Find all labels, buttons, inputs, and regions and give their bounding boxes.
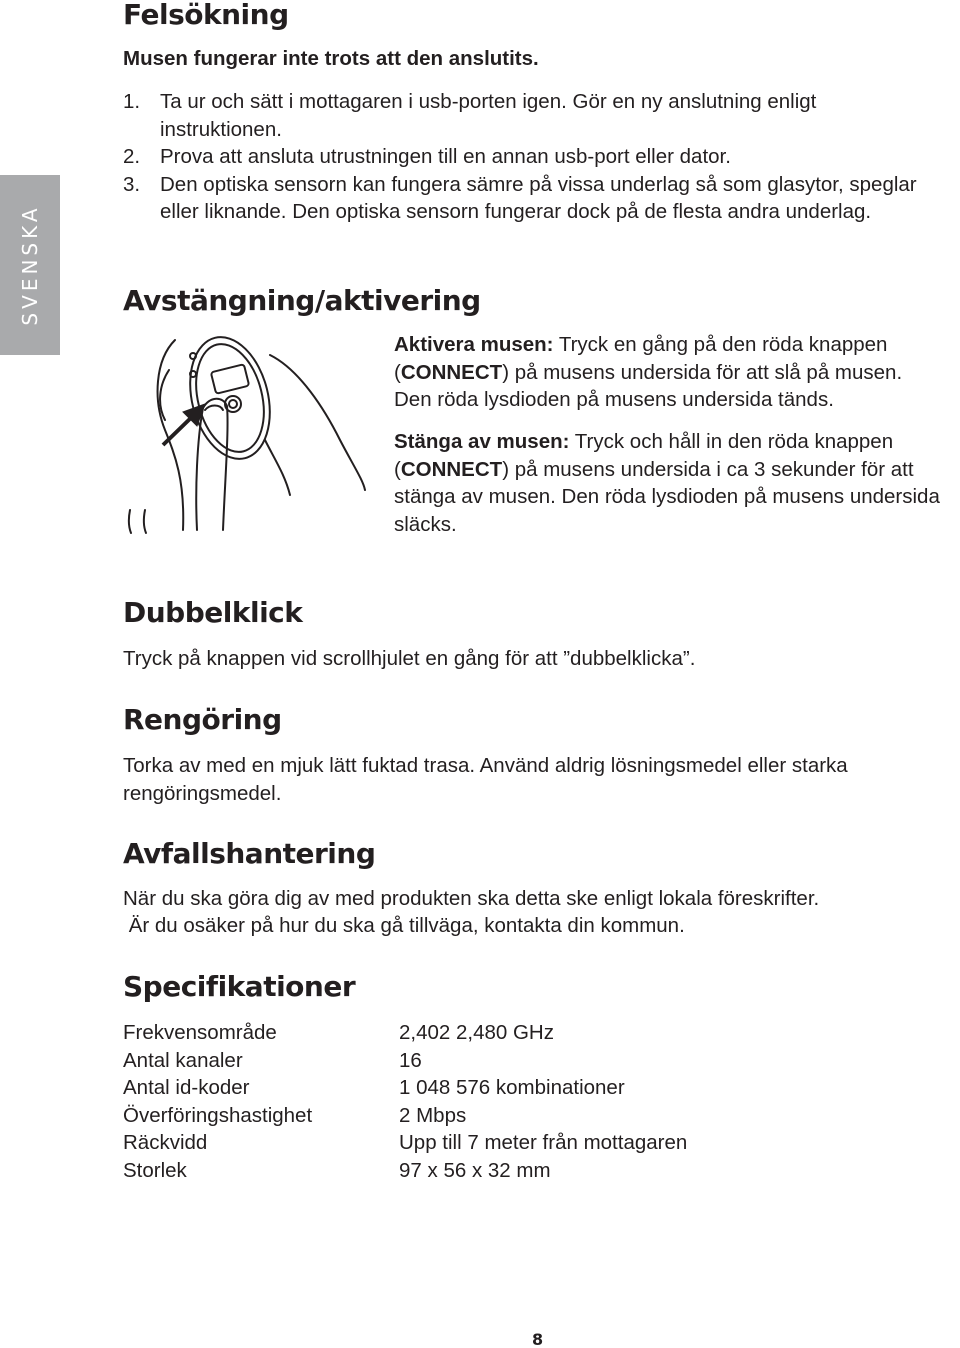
step-text: Prova att ansluta utrustningen till en annan usb-port eller dator. xyxy=(160,145,731,168)
cleaning-text: Torka av med en mjuk lätt fuktad trasa. Använd aldrig lösningsmedel eller starka rengöringsmedel. xyxy=(123,754,848,805)
table-row xyxy=(123,1157,687,1185)
spec-key: Överföringshastighet xyxy=(123,1103,313,1127)
table-row xyxy=(123,1019,687,1047)
table-row xyxy=(123,1102,687,1130)
spec-value: 97 x 56 x 32 mm xyxy=(399,1158,551,1182)
table-row xyxy=(123,1047,687,1075)
specs-heading: Specifikationer xyxy=(123,970,356,1003)
page-number: 8 xyxy=(532,1330,544,1348)
step-number: 3. xyxy=(123,172,141,196)
spec-key: Antal id-koder xyxy=(123,1076,250,1099)
connect-label: CONNECT xyxy=(400,457,503,481)
spec-key: Antal kanaler xyxy=(123,1048,243,1072)
disposal-heading: Avfallshantering xyxy=(123,837,376,870)
double-click-text: Tryck på knappen vid scrollhjulet en gång för att ”dubbelklicka”. xyxy=(123,647,696,670)
troubleshooting-steps xyxy=(123,88,943,226)
double-click-heading: Dubbelklick xyxy=(123,596,303,629)
spec-value: 2,402 2,480 GHz xyxy=(399,1021,554,1044)
language-label: SVENSKA xyxy=(18,204,42,326)
disposal-line-1: När du ska göra dig av med produkten ska detta ske enligt lokala föreskrifter. xyxy=(123,887,820,910)
deactivate-text-1: Tryck och håll in den röda knappen ( xyxy=(394,430,894,481)
troubleshooting-subheading: Musen fungerar inte trots att den anslutits. xyxy=(123,47,539,70)
activate-label: Aktivera musen: xyxy=(394,333,554,356)
step-number: 2. xyxy=(123,145,141,168)
activate-paragraph xyxy=(394,331,944,414)
deactivate-text-2: ) på musens undersida i ca 3 sekunder för att stänga av musen. Den röda lysdioden på musens undersida släcks. xyxy=(394,457,940,536)
spec-value: 16 xyxy=(399,1048,422,1072)
power-heading: Avstängning/aktivering xyxy=(123,284,481,317)
spec-value: 2 Mbps xyxy=(399,1103,467,1127)
list-item xyxy=(123,88,943,143)
table-row xyxy=(123,1129,687,1157)
step-text: Ta ur och sätt i mottagaren i usb-porten igen. Gör en ny anslutning enligt instruktionen. xyxy=(160,90,817,141)
specs-table xyxy=(123,1019,687,1184)
spec-key: Räckvidd xyxy=(123,1131,208,1154)
language-side-tab xyxy=(0,175,60,355)
mouse-connect-illustration-icon xyxy=(125,330,370,535)
troubleshooting-heading: Felsökning xyxy=(123,0,289,31)
step-number: 1. xyxy=(123,90,141,113)
spec-key: Frekvensområde xyxy=(123,1021,277,1044)
disposal-line-2: Är du osäker på hur du ska gå tillväga, kontakta din kommun. xyxy=(123,914,685,937)
list-item xyxy=(123,143,943,171)
connect-label: CONNECT xyxy=(400,360,503,384)
activate-text-1: Tryck en gång på den röda knappen ( xyxy=(394,333,888,384)
spec-key: Storlek xyxy=(123,1158,187,1182)
spec-value: Upp till 7 meter från mottagaren xyxy=(399,1131,688,1154)
spec-value: 1 048 576 kombinationer xyxy=(399,1076,625,1099)
table-row xyxy=(123,1074,687,1102)
deactivate-paragraph xyxy=(394,428,944,538)
cleaning-heading: Rengöring xyxy=(123,703,282,736)
deactivate-label: Stänga av musen: xyxy=(394,430,570,453)
list-item xyxy=(123,171,943,226)
step-text: Den optiska sensorn kan fungera sämre på vissa underlag så som glasytor, speglar eller liknande. Den optiska sensorn fungerar dock på de flesta andra underlag. xyxy=(160,172,917,223)
activate-text-2: ) på musens undersida för att slå på musen. Den röda lysdioden på musens undersida tänds. xyxy=(394,360,903,411)
